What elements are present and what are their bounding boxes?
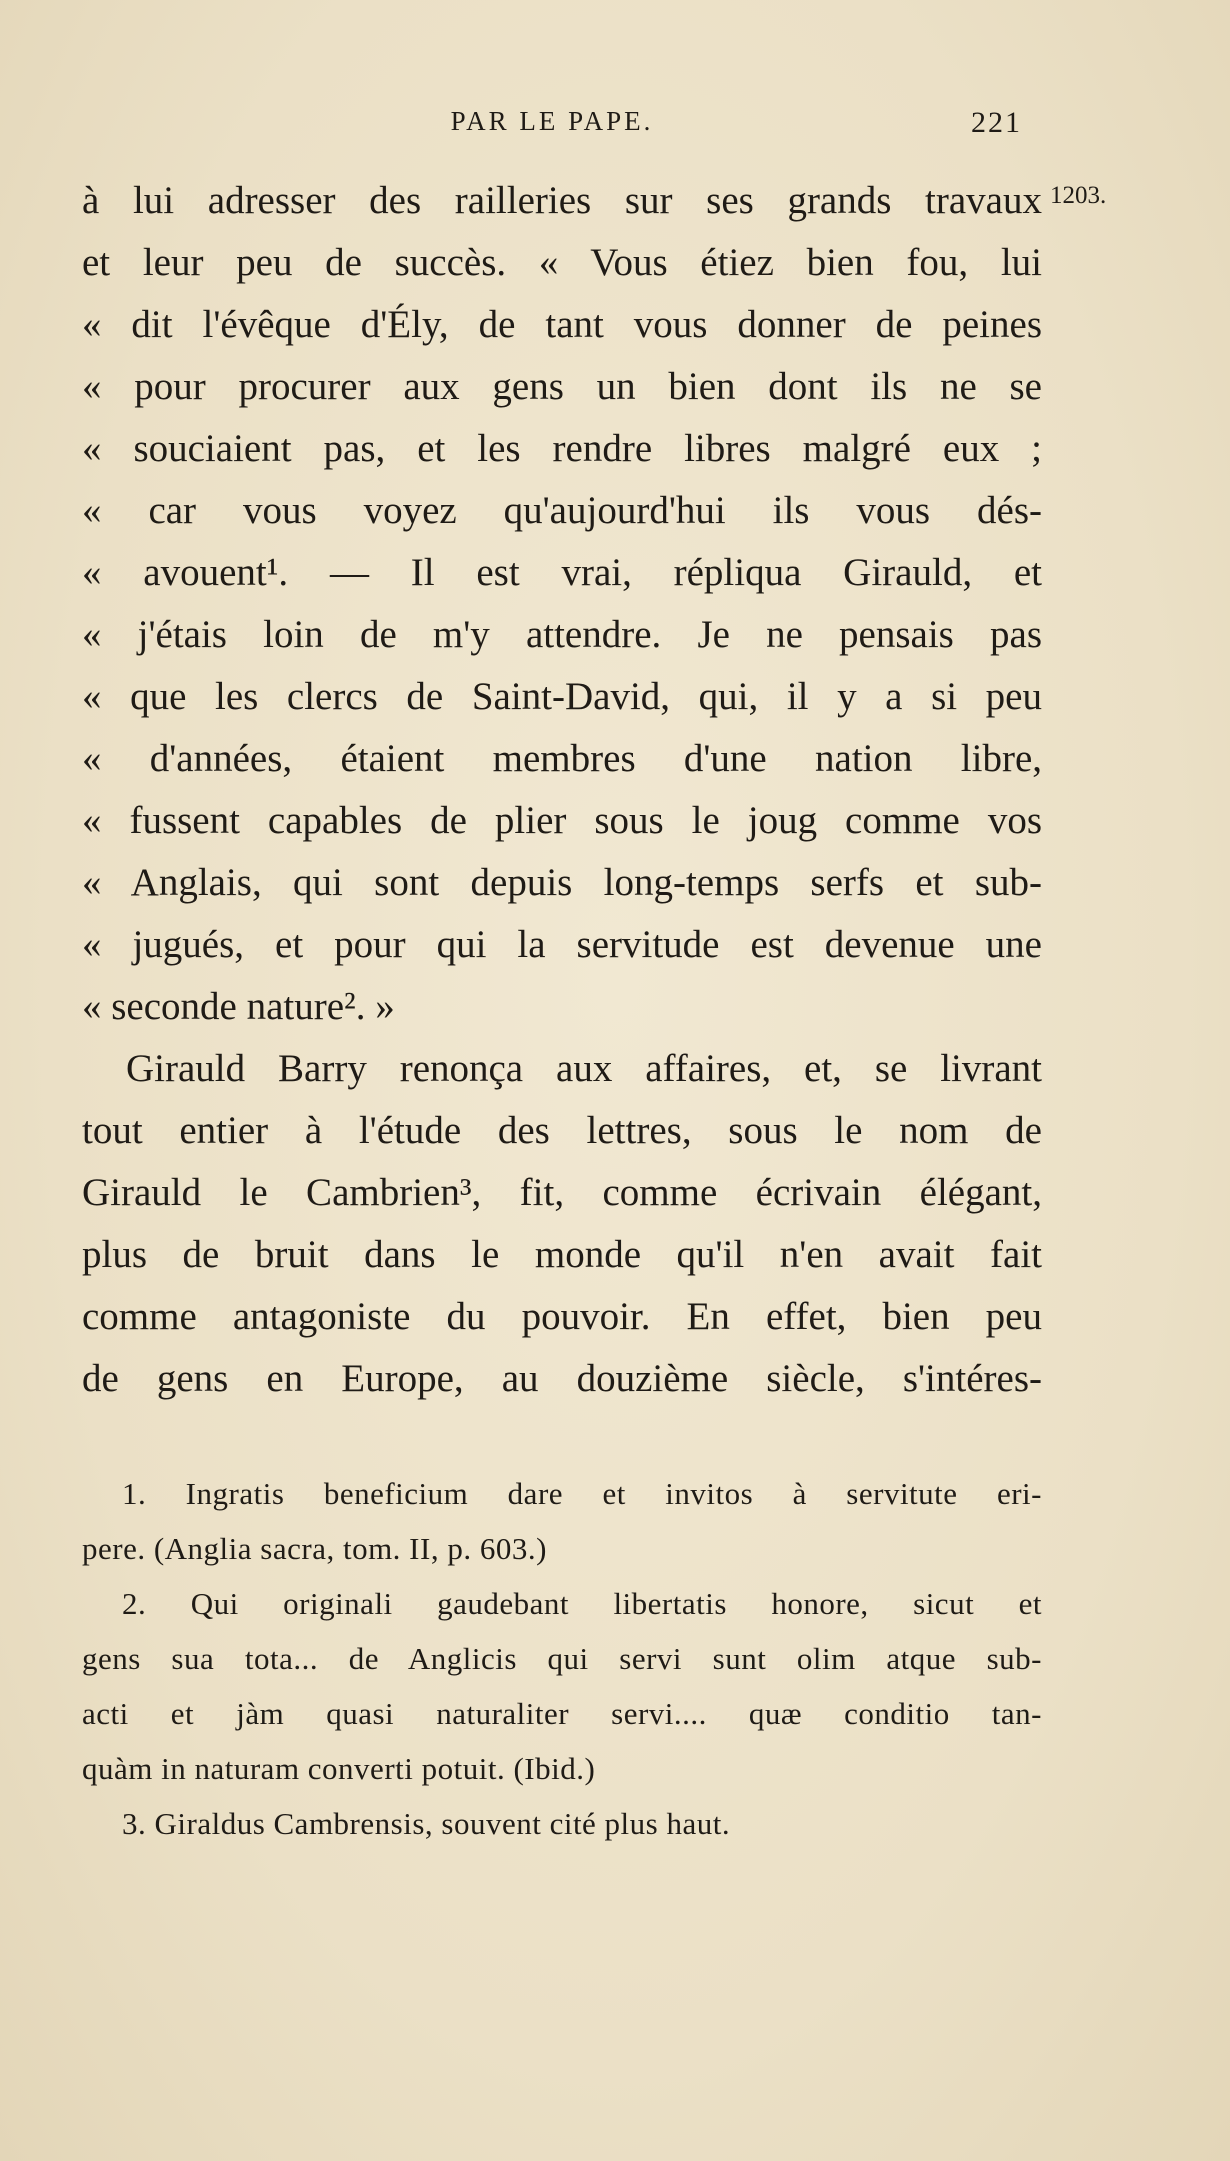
text-line: tout entier à l'étude des lettres, sous le nom de (82, 1109, 1042, 1152)
footnote-line: quàm in naturam converti potuit. (Ibid.) (82, 1751, 596, 1786)
footnote-line: acti et jàm quasi naturaliter servi.... quæ conditio tan- (82, 1696, 1042, 1731)
text-line: « d'années, étaient membres d'une nation libre, (82, 737, 1042, 780)
text-line: comme antagoniste du pouvoir. En effet, bien peu (82, 1295, 1042, 1338)
text-line: « fussent capables de plier sous le joug comme vos (82, 799, 1042, 842)
margin-date-note: 1203. (1050, 182, 1107, 209)
text-line: « j'étais loin de m'y attendre. Je ne pensais pas (82, 613, 1042, 656)
running-title: PAR LE PAPE. (450, 106, 654, 136)
text-line: « car vous voyez qu'aujourd'hui ils vous dés- (82, 489, 1042, 532)
body-text (82, 170, 1042, 1410)
text-line: « avouent¹. — Il est vrai, répliqua Girauld, et (82, 551, 1042, 594)
text-line: « seconde nature². » (82, 985, 395, 1028)
footnote-line: 2. Qui originali gaudebant libertatis honore, sicut et (122, 1586, 1042, 1621)
text-line: « souciaient pas, et les rendre libres malgré eux ; (82, 427, 1042, 470)
text-line: Girauld le Cambrien³, fit, comme écrivain élégant, (82, 1171, 1042, 1214)
text-line: « jugués, et pour qui la servitude est devenue une (82, 923, 1042, 966)
text-line: à lui adresser des railleries sur ses grands travaux (82, 179, 1042, 222)
footnote-line: 3. Giraldus Cambrensis, souvent cité plus haut. (122, 1806, 731, 1841)
footnote-line: pere. (Anglia sacra, tom. II, p. 603.) (82, 1531, 547, 1566)
footnote-line: 1. Ingratis beneficium dare et invitos à servitute eri- (122, 1476, 1042, 1511)
text-line: « dit l'évêque d'Ély, de tant vous donner de peines (82, 303, 1042, 346)
footnote-line: gens sua tota... de Anglicis qui servi sunt olim atque sub- (82, 1641, 1042, 1676)
page-number: 221 (971, 106, 1022, 139)
text-line: « Anglais, qui sont depuis long-temps serfs et sub- (82, 861, 1042, 904)
text-line: de gens en Europe, au douzième siècle, s'intéres- (82, 1357, 1042, 1400)
page-header (82, 106, 1022, 146)
text-line: plus de bruit dans le monde qu'il n'en avait fait (82, 1233, 1042, 1276)
text-line: et leur peu de succès. « Vous étiez bien fou, lui (82, 241, 1042, 284)
footnotes (82, 1466, 1042, 1851)
text-line: Girauld Barry renonça aux affaires, et, se livrant (126, 1047, 1042, 1090)
text-line: « pour procurer aux gens un bien dont ils ne se (82, 365, 1042, 408)
text-line: « que les clercs de Saint-David, qui, il y a si peu (82, 675, 1042, 718)
